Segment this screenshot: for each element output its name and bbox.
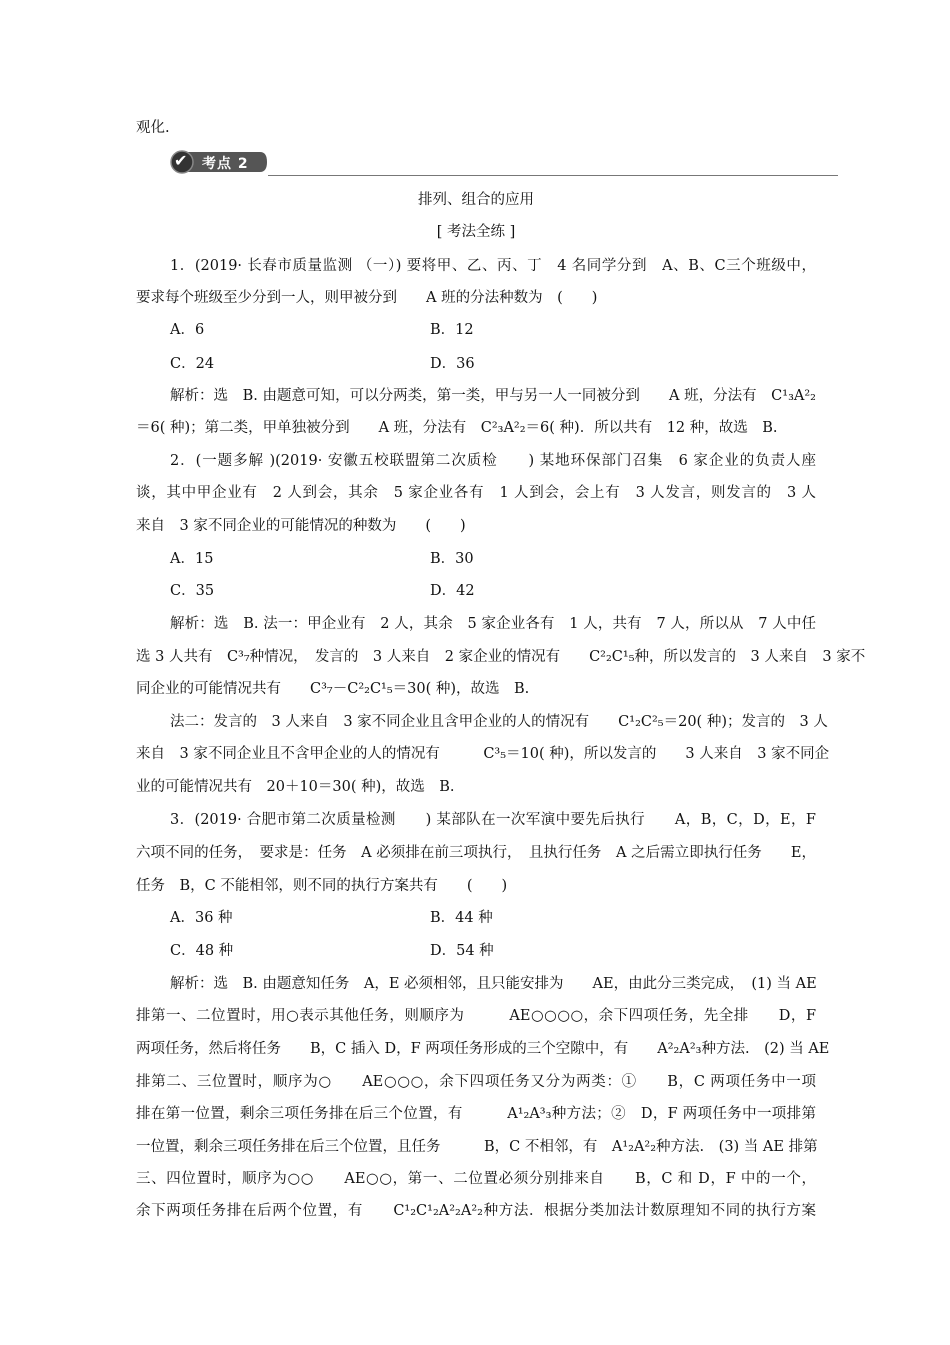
q1-line: 1．(2019· 长春市质量监测 （一）) 要将甲、乙、丙、丁 4 名同学分到 A、B、C三个班级中， bbox=[170, 258, 816, 274]
q3-option-c: C．48 种 bbox=[170, 943, 234, 959]
intro-text: 观化. bbox=[136, 120, 170, 136]
q2-option-d: D．42 bbox=[430, 583, 475, 599]
section-subtitle: [ 考法全练 ] bbox=[436, 224, 516, 240]
q2-option-c: C．35 bbox=[170, 583, 215, 599]
q2-solution-line: 同企业的可能情况共有 C³₇－C²₂C¹₅＝30( 种)，故选 B. bbox=[136, 681, 530, 697]
badge-label: 考点 2 bbox=[202, 156, 249, 172]
q2-line: 来自 3 家不同企业的可能情况的种数为 ( ) bbox=[136, 518, 466, 534]
q3-line: 3．(2019· 合肥市第二次质量检测 ) 某部队在一次军演中要先后执行 A，B，C，D，E，F bbox=[170, 812, 816, 828]
q3-option-a: A．36 种 bbox=[170, 910, 233, 926]
section-badge bbox=[170, 150, 268, 174]
check-icon: ✔ bbox=[174, 151, 188, 170]
q2-solution-line: 解析：选 B. 法一：甲企业有 2 人，其余 5 家企业各有 1 人，共有 7 人，所以从 7 人中任 bbox=[170, 616, 816, 632]
q3-solution-line: 排第二、三位置时，顺序为○ AE○○○，余下四项任务又分为两类：① B，C 两项任务中一项 bbox=[136, 1074, 816, 1090]
q1-option-d: D．36 bbox=[430, 356, 475, 372]
q1-option-c: C．24 bbox=[170, 356, 215, 372]
q1-option-b: B．12 bbox=[430, 322, 474, 338]
q3-solution-line: 余下两项任务排在后两个位置，有 C¹₂C¹₂A²₂A²₂种方法．根据分类加法计数原理知不同的执行方案 bbox=[136, 1203, 816, 1219]
q3-solution-line: 排在第一位置，剩余三项任务排在后三个位置，有 A¹₂A³₃种方法；② D，F 两项任务中一项排第 bbox=[136, 1106, 816, 1122]
q2-solution-line: 法二：发言的 3 人来自 3 家不同企业且含甲企业的人的情况有 C¹₂C²₅＝20( 种)；发言的 3 人 bbox=[170, 714, 828, 730]
q2-solution-line: 来自 3 家不同企业且不含甲企业的人的情况有 C³₅＝10( 种)，所以发言的 3 人来自 3 家不同企 bbox=[136, 746, 830, 762]
section-title: 排列、组合的应用 bbox=[418, 192, 534, 208]
q3-option-b: B．44 种 bbox=[430, 910, 493, 926]
q3-line: 任务 B，C 不能相邻，则不同的执行方案共有 ( ) bbox=[136, 878, 508, 894]
q3-line: 六项不同的任务， 要求是：任务 A 必须排在前三项执行， 且执行任务 A 之后需立即执行任务 E， bbox=[136, 845, 816, 861]
q1-solution-line: ＝6( 种)；第二类，甲单独被分到 A 班，分法有 C²₃A²₂＝6( 种)．所以共有 12 种，故选 B. bbox=[136, 420, 778, 436]
q3-solution-line: 排第一、二位置时，用○表示其他任务，则顺序为 AE○○○○，余下四项任务，先全排 D，F bbox=[136, 1008, 816, 1024]
q3-solution-line: 解析：选 B. 由题意知任务 A，E 必须相邻，且只能安排为 AE，由此分三类完成， (1) 当 AE bbox=[170, 976, 817, 992]
q1-option-a: A．6 bbox=[170, 322, 205, 338]
section-rule bbox=[268, 175, 838, 176]
q1-solution-line: 解析：选 B. 由题意可知，可以分两类，第一类，甲与另一人一同被分到 A 班，分法有 C¹₃A²₂ bbox=[170, 388, 816, 404]
q3-solution-line: 三、四位置时，顺序为○○ AE○○，第一、二位置必须分别排来自 B，C 和 D，F 中的一个， bbox=[136, 1171, 816, 1187]
q1-line: 要求每个班级至少分到一人，则甲被分到 A 班的分法种数为 ( ) bbox=[136, 290, 598, 306]
q2-line: 2．(一题多解 )(2019· 安徽五校联盟第二次质检 ) 某地环保部门召集 6 家企业的负责人座 bbox=[170, 453, 816, 469]
q3-solution-line: 一位置，剩余三项任务排在后三个位置，且任务 B，C 不相邻，有 A¹₂A²₂种方法. (3) 当 AE 排第 bbox=[136, 1139, 818, 1155]
q2-solution-line: 选 3 人共有 C³₇种情况， 发言的 3 人来自 2 家企业的情况有 C²₂C¹₅种，所以发言的 3 人来自 3 家不 bbox=[136, 649, 866, 665]
q3-solution-line: 两项任务，然后将任务 B，C 插入 D，F 两项任务形成的三个空隙中，有 A²₂A²₃种方法. (2) 当 AE bbox=[136, 1041, 830, 1057]
q2-option-a: A．15 bbox=[170, 551, 214, 567]
q2-option-b: B．30 bbox=[430, 551, 474, 567]
q2-line: 谈，其中甲企业有 2 人到会，其余 5 家企业各有 1 人到会，会上有 3 人发言，则发言的 3 人 bbox=[136, 485, 816, 501]
q2-solution-line: 业的可能情况共有 20＋10＝30( 种)，故选 B. bbox=[136, 779, 455, 795]
q3-option-d: D．54 种 bbox=[430, 943, 494, 959]
